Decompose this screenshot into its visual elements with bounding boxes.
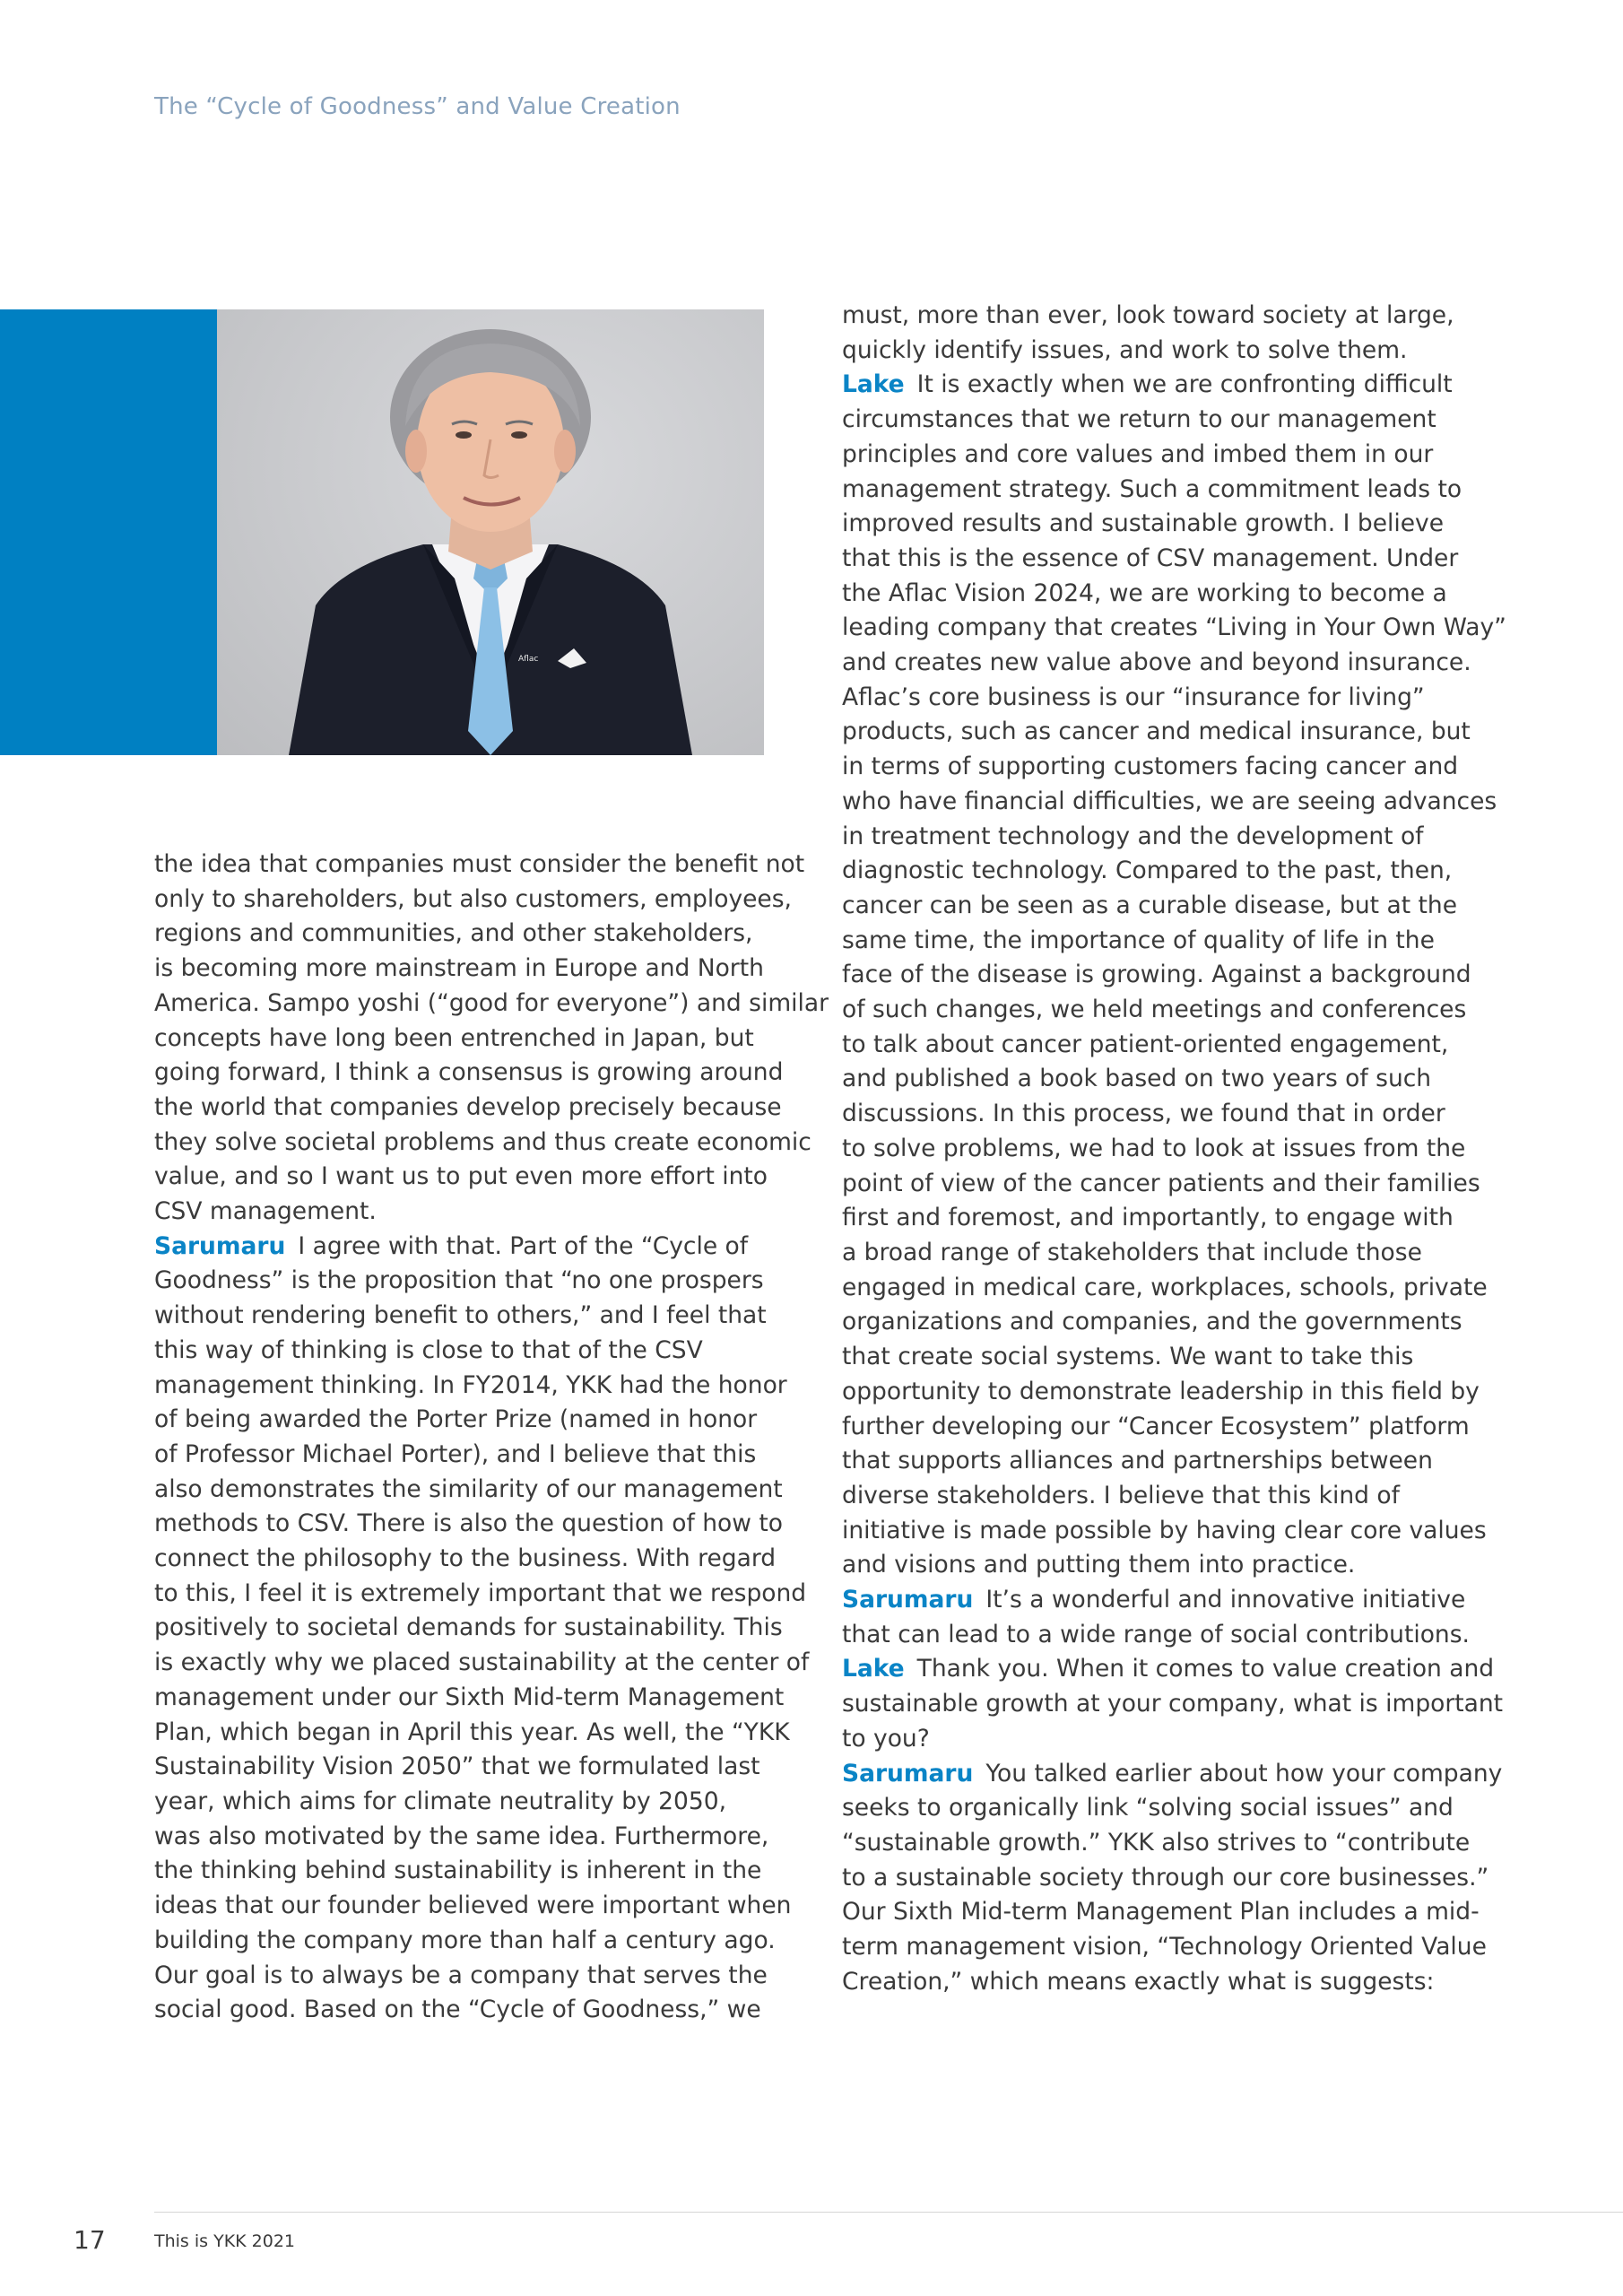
line-text: also demonstrates the similarity of our management (154, 1474, 783, 1503)
footer-rule (154, 2212, 1623, 2213)
text-line (842, 611, 1506, 646)
text-line (154, 1542, 800, 1577)
line-text: management strategy. Such a commitment leads to (842, 474, 1462, 503)
text-line (154, 1577, 807, 1612)
line-text: social good. Based on the “Cycle of Goodness,” we (154, 1996, 761, 2024)
text-line (842, 1930, 1488, 1965)
line-text: CSV management. (154, 1197, 377, 1226)
text-line (154, 1369, 800, 1404)
line-text: Goodness” is the proposition that “no one prospers (154, 1266, 764, 1295)
line-text: Aflac’s core business is our “insurance for living” (842, 683, 1425, 711)
text-line (842, 334, 1488, 369)
line-text: point of view of the cancer patients and their families (842, 1169, 1480, 1197)
speaker-name: Lake (842, 1655, 905, 1683)
line-text: of being awarded the Porter Prize (named in honor (154, 1405, 758, 1434)
line-text: year, which aims for climate neutrality by 2050, (154, 1787, 726, 1815)
line-text: same time, the importance of quality of life in the (842, 926, 1435, 954)
text-line (154, 1681, 800, 1716)
text-line (154, 1854, 800, 1889)
line-text: the world that companies develop precisely because (154, 1092, 782, 1121)
line-text: Creation,” which means exactly what is suggests: (842, 1967, 1435, 1996)
line-text: organizations and companies, and the governments (842, 1308, 1462, 1336)
text-line (154, 1959, 800, 1994)
text-line (842, 1652, 1495, 1687)
text-line (842, 1722, 1488, 1757)
line-text: You talked earlier about how your company (985, 1759, 1503, 1787)
line-text: engaged in medical care, workplaces, schools, private (842, 1273, 1488, 1301)
text-line (154, 1889, 800, 1924)
text-line (842, 1201, 1488, 1236)
line-text: Plan, which began in April this year. As well, the “YKK (154, 1718, 790, 1746)
text-line (154, 1611, 800, 1646)
text-line (842, 403, 1488, 438)
text-line (842, 1618, 1488, 1653)
line-text: was also motivated by the same idea. Furthermore, (154, 1822, 769, 1850)
text-line (842, 1271, 1488, 1306)
line-text: of Professor Michael Porter), and I believe that this (154, 1439, 757, 1468)
text-line (842, 1062, 1488, 1097)
text-line (842, 1826, 1488, 1861)
line-text: that this is the essence of CSV management. Under (842, 544, 1459, 572)
line-text: discussions. In this process, we found that in order (842, 1100, 1445, 1128)
line-text: who have financial difficulties, we are seeing advances (842, 787, 1497, 815)
line-text: Our goal is to always be a company that serves the (154, 1961, 768, 1989)
line-text: is becoming more mainstream in Europe and North (154, 954, 764, 983)
line-text: diagnostic technology. Compared to the past, then, (842, 857, 1453, 885)
text-line (154, 1507, 800, 1542)
line-text: term management vision, “Technology Oriented Value (842, 1933, 1487, 1961)
left-text-column (154, 848, 829, 2028)
line-text: to you? (842, 1724, 930, 1752)
portrait-illustration (217, 309, 764, 755)
text-line (842, 1340, 1488, 1375)
portrait-photo (217, 309, 764, 755)
text-line (842, 1895, 1488, 1930)
text-line (842, 1444, 1488, 1479)
speaker-name: Sarumaru (842, 1759, 974, 1787)
line-text: cancer can be seen as a curable disease, but at the (842, 891, 1458, 919)
document-title: This is YKK 2021 (154, 2231, 296, 2251)
line-text: face of the disease is growing. Against a background (842, 961, 1471, 989)
text-line (842, 577, 1488, 612)
text-line (842, 1097, 1488, 1132)
line-text: quickly identify issues, and work to solve them. (842, 335, 1408, 364)
text-line (154, 1785, 800, 1820)
text-line (842, 1687, 1504, 1722)
text-line (842, 1375, 1488, 1410)
text-line (842, 1028, 1488, 1063)
line-text: first and foremost, and importantly, to engage with (842, 1204, 1454, 1232)
line-text: improved results and sustainable growth. I believe (842, 509, 1445, 538)
text-line (154, 1473, 800, 1508)
text-line (842, 1479, 1488, 1514)
text-line (842, 542, 1488, 577)
line-text: without rendering benefit to others,” and I feel that (154, 1301, 767, 1330)
text-line (154, 1264, 800, 1299)
line-text: Our Sixth Mid-term Management Plan includes a mid- (842, 1898, 1480, 1926)
text-line (842, 1514, 1488, 1549)
line-text: they solve societal problems and thus create economic (154, 1127, 812, 1156)
line-text: to solve problems, we had to look at issues from the (842, 1134, 1466, 1162)
line-text: that supports alliances and partnerships between (842, 1447, 1433, 1475)
line-text: positively to societal demands for sustainability. This (154, 1613, 783, 1642)
text-line (842, 785, 1497, 820)
line-text: the idea that companies must consider the benefit not (154, 850, 805, 878)
speaker-name: Sarumaru (842, 1586, 974, 1614)
text-line (154, 1195, 800, 1230)
line-text: building the company more than half a century ago. (154, 1926, 776, 1954)
line-text: leading company that creates “Living in Your Own Way” (842, 613, 1506, 642)
text-line (842, 889, 1488, 924)
text-line (154, 1993, 800, 2028)
line-text: connect the philosophy to the business. With regard (154, 1544, 777, 1573)
line-text: that create social systems. We want to take this (842, 1343, 1414, 1371)
line-text: only to shareholders, but also customers, employees, (154, 884, 792, 913)
text-line (842, 646, 1488, 681)
line-text: management thinking. In FY2014, YKK had the honor (154, 1370, 787, 1399)
text-line (154, 1334, 800, 1369)
text-line (842, 1132, 1488, 1167)
line-text: to this, I feel it is extremely important that we respond (154, 1578, 807, 1607)
line-text: Thank you. When it comes to value creation and (916, 1655, 1495, 1683)
line-text: the thinking behind sustainability is inherent in the (154, 1857, 762, 1885)
line-text: and published a book based on two years of such (842, 1065, 1432, 1093)
text-line (154, 1160, 800, 1195)
text-line (842, 1965, 1488, 2000)
text-line (842, 299, 1488, 334)
text-line (842, 473, 1488, 508)
text-line (842, 1167, 1488, 1202)
text-line (842, 715, 1488, 750)
accent-bar (0, 309, 217, 755)
line-text: “sustainable growth.” YKK also strives to “contribute (842, 1828, 1471, 1857)
text-line (842, 854, 1488, 889)
text-line (842, 1548, 1488, 1583)
line-text: to a sustainable society through our core businesses.” (842, 1863, 1489, 1892)
line-text: in terms of supporting customers facing cancer and (842, 752, 1459, 781)
lapel-pin-text: Aflac (518, 655, 539, 664)
line-text: America. Sampo yoshi (“good for everyone”) and similar (154, 988, 829, 1017)
text-line (842, 958, 1488, 993)
text-line (842, 993, 1488, 1028)
line-text: to talk about cancer patient-oriented engagement, (842, 1030, 1449, 1058)
text-line (842, 1757, 1503, 1792)
text-line (154, 1716, 800, 1751)
text-line (842, 1583, 1488, 1618)
line-text: in treatment technology and the development of (842, 822, 1424, 850)
text-line (842, 507, 1488, 542)
text-line (842, 820, 1488, 855)
text-line (154, 1056, 800, 1091)
line-text: further developing our “Cancer Ecosystem” platform (842, 1412, 1470, 1440)
text-line (154, 883, 800, 918)
speaker-name: Lake (842, 370, 905, 399)
text-line (842, 438, 1488, 473)
line-text: I agree with that. Part of the “Cycle of (298, 1231, 749, 1260)
line-text: and visions and putting them into practice. (842, 1551, 1356, 1579)
text-line (842, 750, 1488, 785)
text-line (154, 1230, 800, 1265)
section-label: The “Cycle of Goodness” and Value Creation (154, 93, 681, 120)
line-text: that can lead to a wide range of social contributions. (842, 1620, 1470, 1648)
line-text: must, more than ever, look toward society at large, (842, 301, 1454, 329)
text-line (154, 848, 805, 883)
line-text: methods to CSV. There is also the question of how to (154, 1509, 783, 1538)
right-text-column (842, 299, 1506, 1999)
text-line (154, 1299, 800, 1334)
line-text: of such changes, we held meetings and conferences (842, 996, 1467, 1024)
line-text: products, such as cancer and medical insurance, but (842, 718, 1471, 746)
line-text: ideas that our founder believed were important when (154, 1892, 792, 1920)
line-text: value, and so I want us to put even more effort into (154, 1162, 768, 1191)
line-text: sustainable growth at your company, what is important (842, 1690, 1504, 1718)
text-line (842, 924, 1488, 959)
speaker-name: Sarumaru (154, 1231, 286, 1260)
text-line (842, 681, 1488, 716)
text-line (154, 987, 829, 1022)
text-line (154, 952, 800, 987)
line-text: principles and core values and imbed them in our (842, 439, 1434, 468)
text-line (154, 1091, 800, 1126)
text-line (154, 917, 800, 952)
line-text: management under our Sixth Mid-term Management (154, 1683, 785, 1711)
text-line (154, 1022, 800, 1057)
text-line (842, 368, 1488, 403)
text-line (842, 1236, 1488, 1271)
text-line (842, 1305, 1488, 1340)
line-text: going forward, I think a consensus is growing around (154, 1058, 784, 1087)
line-text: and creates new value above and beyond insurance. (842, 648, 1471, 677)
line-text: seeks to organically link “solving social issues” and (842, 1794, 1454, 1822)
page-number: 17 (74, 2225, 106, 2255)
line-text: regions and communities, and other stakeholders, (154, 919, 753, 948)
text-line (154, 1820, 800, 1855)
line-text: initiative is made possible by having clear core values (842, 1516, 1487, 1544)
line-text: the Aflac Vision 2024, we are working to become a (842, 578, 1447, 607)
line-text: is exactly why we placed sustainability at the center of (154, 1648, 810, 1677)
line-text: circumstances that we return to our management (842, 405, 1436, 434)
text-line (842, 1791, 1488, 1826)
line-text: diverse stakeholders. I believe that this kind of (842, 1481, 1400, 1509)
line-text: It is exactly when we are confronting difficult (916, 370, 1453, 399)
text-line (154, 1403, 800, 1438)
line-text: this way of thinking is close to that of the CSV (154, 1335, 703, 1364)
text-line (842, 1410, 1488, 1445)
line-text: It’s a wonderful and innovative initiative (985, 1586, 1466, 1614)
text-line (154, 1438, 800, 1473)
text-line (154, 1126, 812, 1161)
text-line (842, 1861, 1488, 1896)
line-text: opportunity to demonstrate leadership in this field by (842, 1377, 1480, 1405)
text-line (154, 1924, 800, 1959)
line-text: concepts have long been entrenched in Japan, but (154, 1023, 754, 1052)
line-text: Sustainability Vision 2050” that we formulated last (154, 1752, 760, 1781)
line-text: a broad range of stakeholders that include those (842, 1238, 1422, 1266)
text-line (154, 1646, 810, 1681)
text-line (154, 1750, 800, 1785)
